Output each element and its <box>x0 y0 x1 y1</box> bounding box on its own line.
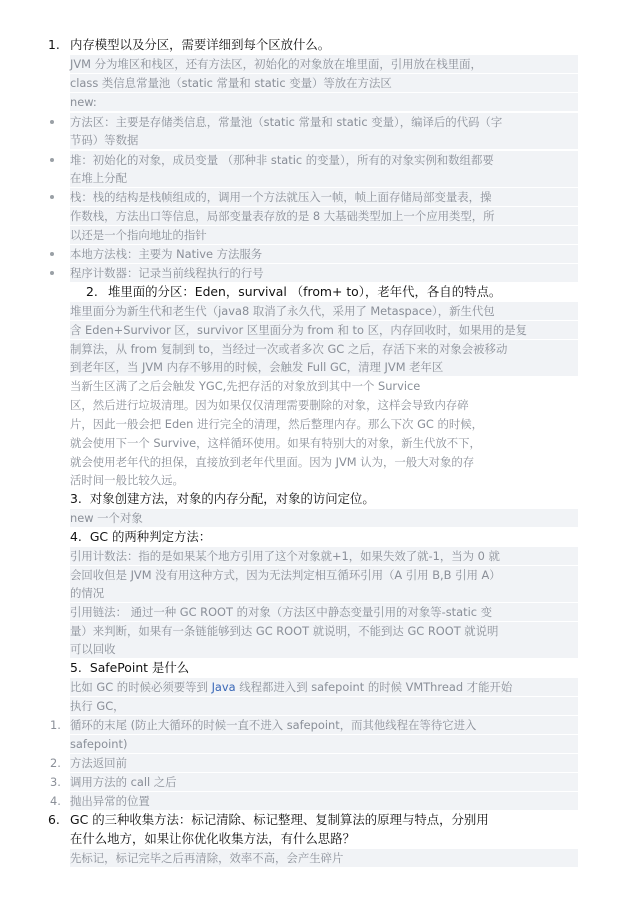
list-item-text: 本地方法栈：主要为 Native 方法服务 <box>70 247 263 261</box>
heading-3 <box>70 490 578 508</box>
text-segment: 线程都进入到 safepoint 的时候 VMThread 才能开始 <box>235 680 513 694</box>
heading-text: GC 的两种判定方法： <box>89 529 212 544</box>
list-item <box>50 716 578 734</box>
list-item <box>70 245 578 263</box>
paragraph-line: 区，然后进行垃圾清理。因为如果仅仅清理需要删除的对象，这样会导致内存碎 <box>70 398 469 412</box>
paragraph-line: 引用计数法：指的是如果某个地方引用了这个对象就+1，如果失效了就-1，当为 0 就 <box>70 547 578 565</box>
heading-2 <box>86 283 578 301</box>
paragraph-line: new: <box>70 93 578 111</box>
heading-text: GC 的三种收集方法：标记清除、标记整理、复制算法的原理与特点，分别用 <box>70 812 489 827</box>
list-number: 4. <box>50 794 61 808</box>
list-item <box>70 264 578 282</box>
paragraph-line: 执行 GC， <box>70 697 578 715</box>
heading-6 <box>48 811 578 829</box>
paragraph-line: 活时间一般比较久远。 <box>70 473 184 487</box>
java-link[interactable]: Java <box>211 680 236 694</box>
list-item-text: 循环的末尾 (防止大循环的时候一直不进入 safepoint，而其他线程在等待它进入 <box>70 718 477 732</box>
heading-text: 内存模型以及分区，需要详细到每个区放什么。 <box>70 37 331 52</box>
list-number: 2. <box>86 284 98 299</box>
list-number: 1. <box>48 37 60 52</box>
paragraph-line: class 类信息常量池（static 常量和 static 变量）等放在方法区 <box>70 74 578 92</box>
list-item <box>70 113 578 131</box>
list-number: 5. <box>70 660 82 675</box>
paragraph-line: 节码）等数据 <box>70 131 578 149</box>
paragraph-line: 会回收但是 JVM 没有用这种方式，因为无法判定相互循环引用（A 引用 B,B 引用 A） <box>70 566 578 584</box>
paragraph-line: 制算法，从 from 复制到 to，当经过一次或者多次 GC 之后，存活下来的对象会被移动 <box>70 340 578 358</box>
bullet-icon <box>50 271 54 275</box>
paragraph-line: 就会使用下一个 Survive，这样循环使用。如果有特别大的对象，新生代放不下， <box>70 436 481 450</box>
list-item-text: 方法区：主要是存储类信息，常量池（static 常量和 static 变量），编译后的代码（字 <box>70 115 503 129</box>
paragraph-line: 就会使用老年代的担保，直接放到老年代里面。因为 JVM 认为，一般大对象的存 <box>70 455 475 469</box>
paragraph-line: new 一个对象 <box>70 509 578 527</box>
paragraph-line: 含 Eden+Survivor 区，survivor 区里面分为 from 和 to 区，内存回收时，如果用的是复 <box>70 321 578 339</box>
list-number: 3. <box>50 775 61 789</box>
heading-5 <box>70 659 578 677</box>
list-number: 2. <box>50 756 61 770</box>
list-number: 1. <box>50 718 61 732</box>
paragraph-line: 当新生区满了之后会触发 YGC,先把存活的对象放到其中一个 Survice <box>70 379 421 393</box>
paragraph-line: 引用链法： 通过一种 GC ROOT 的对象（方法区中静态变量引用的对象等-static 变 <box>70 603 578 621</box>
list-item-text: 栈：栈的结构是栈帧组成的，调用一个方法就压入一帧，帧上面存储局部变量表，操 <box>70 190 492 204</box>
bullet-icon <box>50 158 54 162</box>
paragraph-line: 以还是一个指向地址的指针 <box>70 226 578 244</box>
bullet-icon <box>50 120 54 124</box>
paragraph-line: 片，因此一般会把 Eden 进行完全的清理，然后整理内存。那么下次 GC 的时候， <box>70 417 484 431</box>
list-item-text: 程序计数器：记录当前线程执行的行号 <box>70 266 264 280</box>
bullet-icon <box>50 195 54 199</box>
paragraph-line: JVM 分为堆区和栈区，还有方法区，初始化的对象放在堆里面，引用放在栈里面， <box>70 55 578 73</box>
heading-line: 在什么地方，如果让你优化收集方法，有什么思路？ <box>70 831 355 846</box>
bullet-icon <box>50 252 54 256</box>
paragraph-line: 先标记，标记完毕之后再清除，效率不高，会产生碎片 <box>70 849 578 867</box>
list-item-text: 调用方法的 call 之后 <box>70 775 177 789</box>
heading-text: SafePoint 是什么 <box>89 660 190 675</box>
heading-4 <box>70 528 578 546</box>
paragraph-line: 在堆上分配 <box>70 169 578 187</box>
paragraph-line <box>70 678 578 696</box>
text-segment: 比如 GC 的时候必须要等到 <box>70 680 212 694</box>
list-item <box>50 773 578 791</box>
list-item <box>50 754 578 772</box>
list-item <box>70 151 578 169</box>
heading-text: 堆里面的分区：Eden，survival （from+ to），老年代，各自的特点。 <box>108 284 502 299</box>
list-item-text: 堆：初始化的对象，成员变量 （那种非 static 的变量），所有的对象实例和数组都要 <box>70 153 494 167</box>
list-item <box>50 792 578 810</box>
paragraph-line: 堆里面分为新生代和老生代（java8 取消了永久代，采用了 Metaspace），新生代包 <box>70 302 578 320</box>
list-number: 4. <box>70 529 82 544</box>
paragraph-line: 的情况 <box>70 584 578 602</box>
heading-text: 对象创建方法，对象的内存分配，对象的访问定位。 <box>89 491 375 506</box>
paragraph-line: safepoint) <box>70 735 578 753</box>
paragraph-line: 量）来判断，如果有一条链能够到达 GC ROOT 就说明，不能到达 GC ROOT 就说明 <box>70 622 578 640</box>
list-item-text: 方法返回前 <box>70 756 127 770</box>
list-number: 6. <box>48 812 60 827</box>
paragraph-line: 作数栈，方法出口等信息，局部变量表存放的是 8 大基础类型加上一个应用类型，所 <box>70 207 578 225</box>
list-number: 3. <box>70 491 82 506</box>
list-item-text: 抛出异常的位置 <box>70 794 150 808</box>
heading-1 <box>48 36 578 54</box>
paragraph-line: 可以回收 <box>70 640 578 658</box>
list-item <box>70 188 578 206</box>
paragraph-line: 到老年区，当 JVM 内存不够用的时候，会触发 Full GC，清理 JVM 老年区 <box>70 358 578 376</box>
